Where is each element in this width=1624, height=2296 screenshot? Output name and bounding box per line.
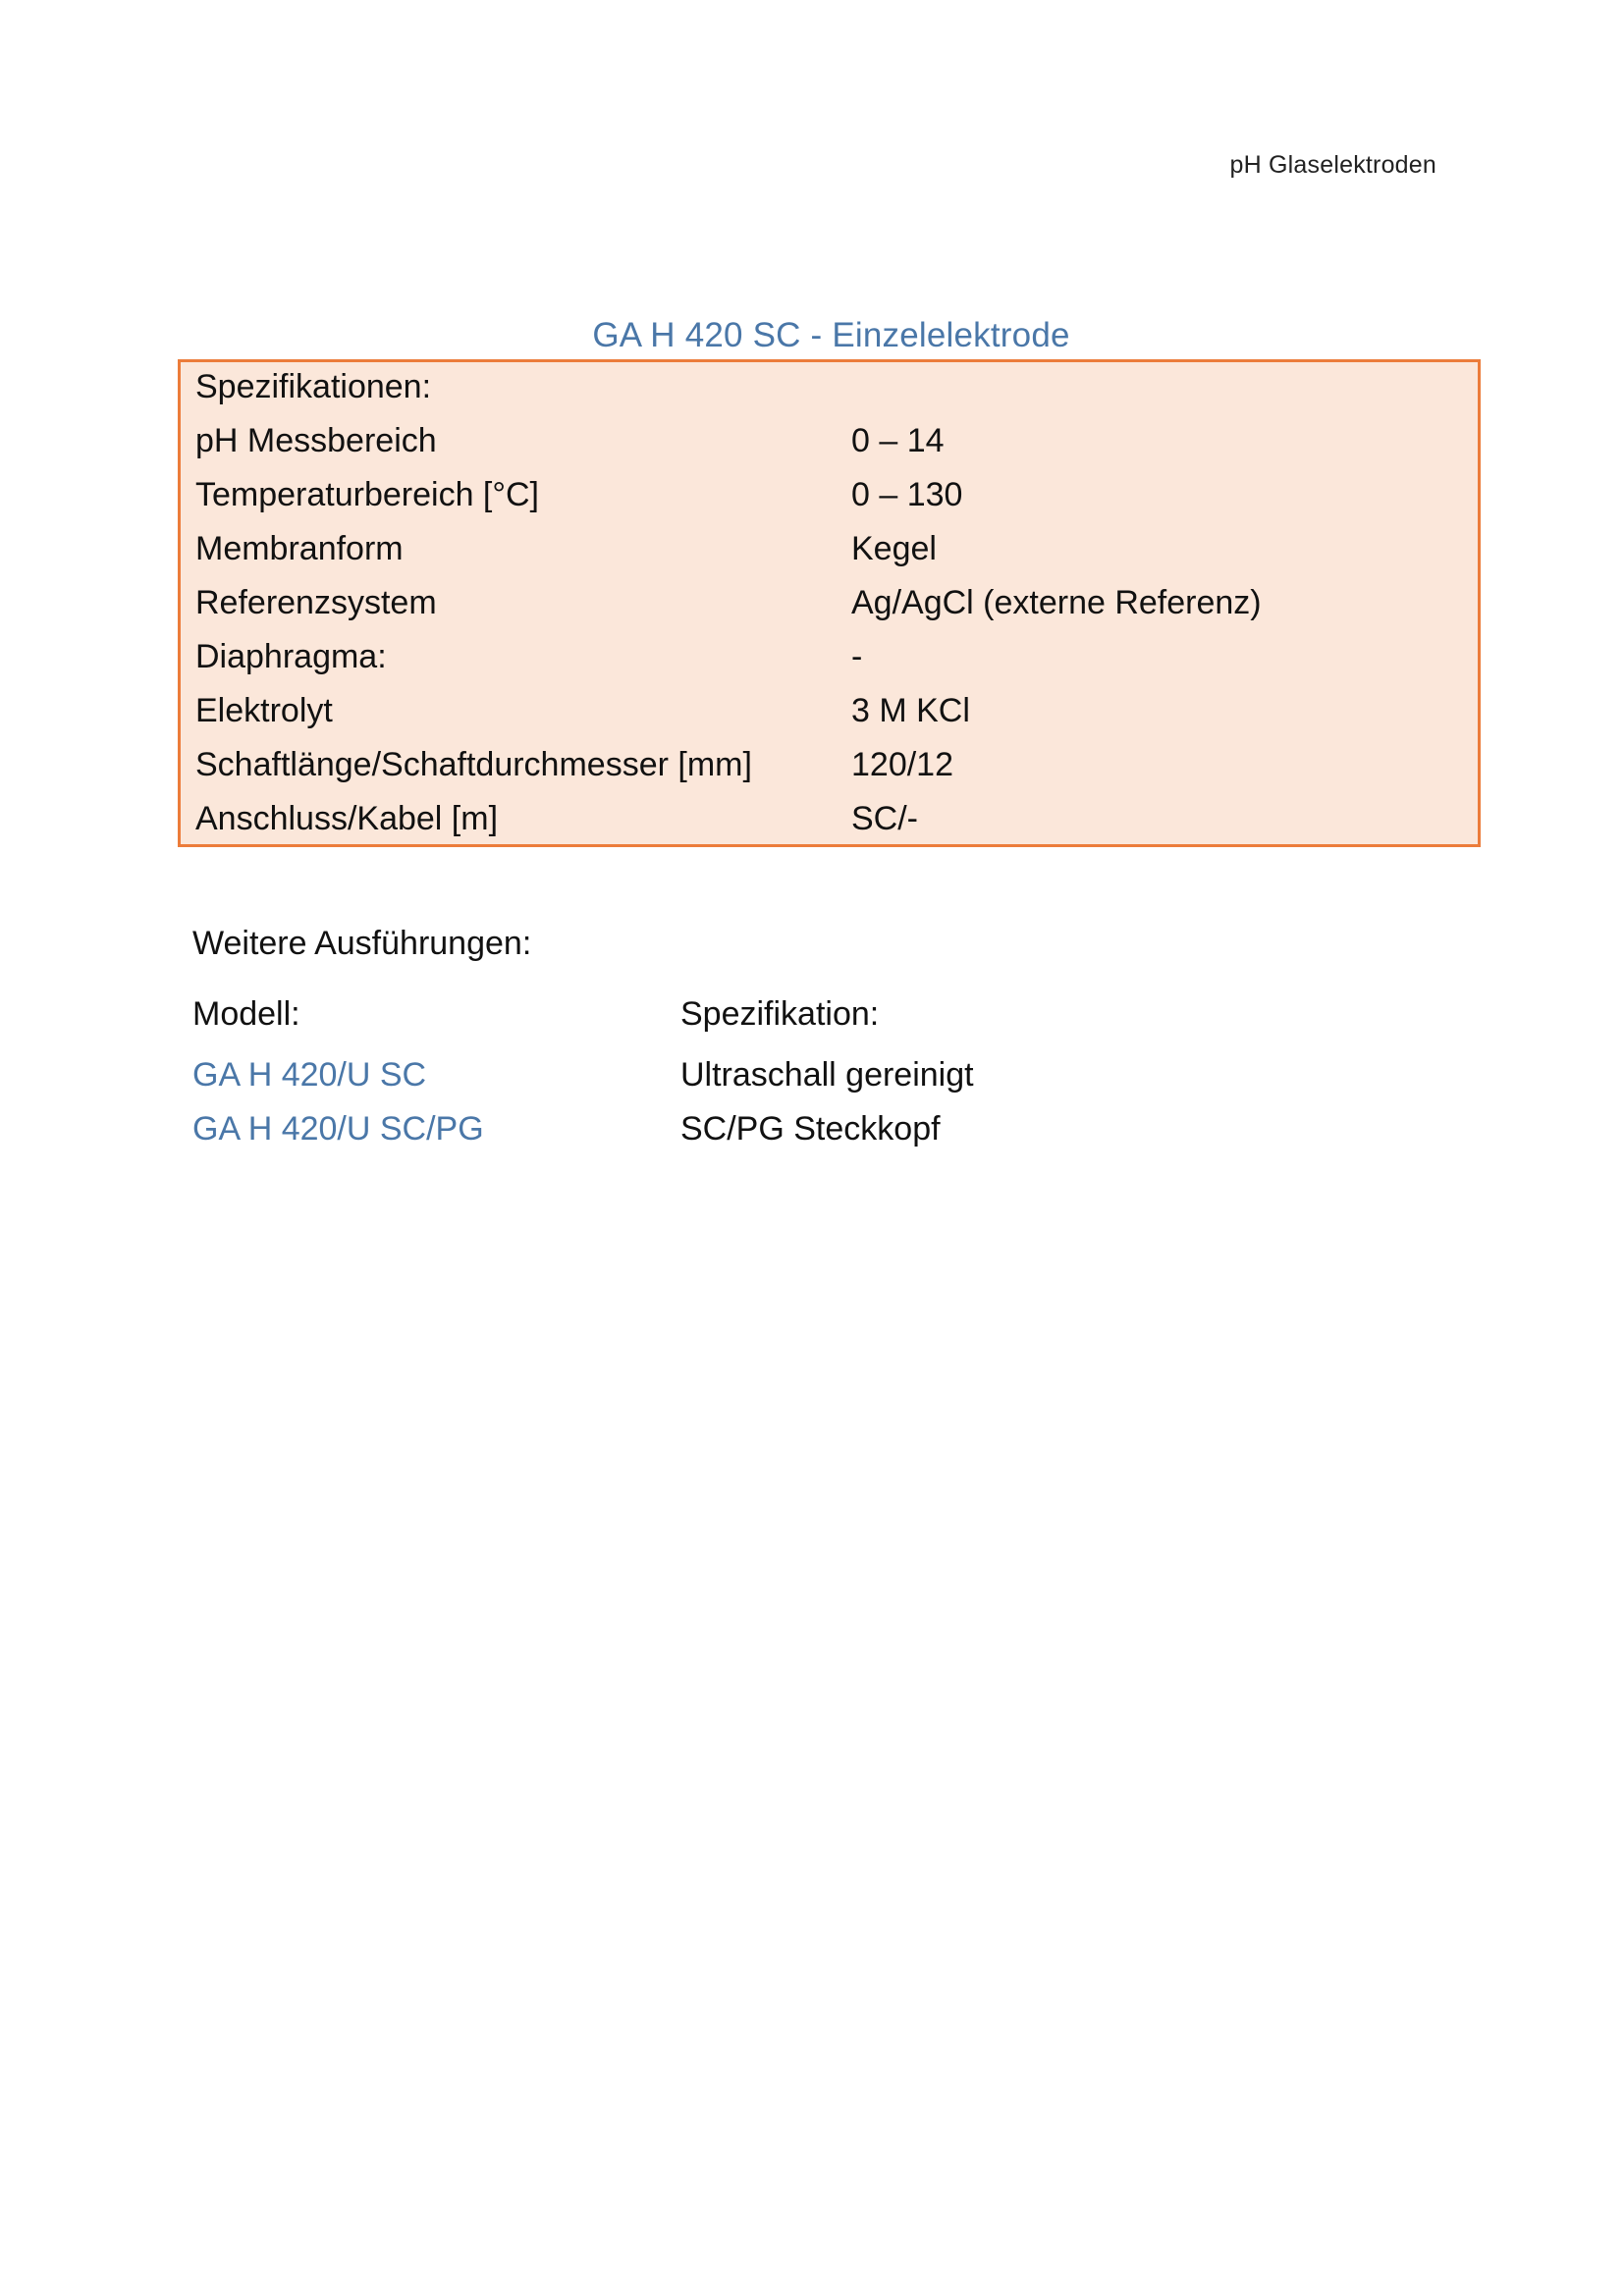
- variants-column-model: Modell:: [192, 995, 300, 1033]
- variants-heading: Weitere Ausführungen:: [192, 925, 532, 962]
- spec-row-ph-range: [195, 422, 1462, 476]
- variant-row: [192, 1110, 1371, 1164]
- spec-row-temperature-range: [195, 476, 1462, 530]
- spec-row-membrane-shape: [195, 530, 1462, 584]
- variant-model-link[interactable]: GA H 420/U SC/PG: [192, 1110, 484, 1148]
- spec-label: Anschluss/Kabel [m]: [195, 800, 499, 837]
- spec-value: 3 M KCl: [851, 692, 970, 729]
- variants-column-spec: Spezifikation:: [680, 995, 880, 1033]
- spec-label: pH Messbereich: [195, 422, 437, 459]
- running-header: pH Glaselektroden: [1229, 151, 1436, 179]
- spec-row-connector-cable: [195, 800, 1462, 854]
- variant-spec: Ultraschall gereinigt: [680, 1056, 974, 1094]
- variant-row: [192, 1056, 1371, 1110]
- spec-label: Schaftlänge/Schaftdurchmesser [mm]: [195, 746, 752, 783]
- specifications-heading: Spezifikationen:: [195, 368, 432, 405]
- specifications-box: [178, 359, 1481, 847]
- spec-row-reference-system: [195, 584, 1462, 638]
- spec-value: 120/12: [851, 746, 953, 783]
- spec-value: SC/-: [851, 800, 918, 837]
- spec-value: -: [851, 638, 863, 675]
- spec-value: Kegel: [851, 530, 937, 567]
- spec-label: Membranform: [195, 530, 404, 567]
- spec-label: Elektrolyt: [195, 692, 333, 729]
- spec-label: Temperaturbereich [°C]: [195, 476, 539, 513]
- spec-label: Diaphragma:: [195, 638, 387, 675]
- variant-spec: SC/PG Steckkopf: [680, 1110, 941, 1148]
- spec-value: 0 – 130: [851, 476, 963, 513]
- variant-model-link[interactable]: GA H 420/U SC: [192, 1056, 427, 1094]
- spec-row-shaft-dimensions: [195, 746, 1462, 800]
- spec-value: 0 – 14: [851, 422, 945, 459]
- document-title: GA H 420 SC - Einzelelektrode: [592, 316, 1070, 354]
- spec-row-diaphragm: [195, 638, 1462, 692]
- spec-value: Ag/AgCl (externe Referenz): [851, 584, 1262, 621]
- spec-row-electrolyte: [195, 692, 1462, 746]
- spec-label: Referenzsystem: [195, 584, 437, 621]
